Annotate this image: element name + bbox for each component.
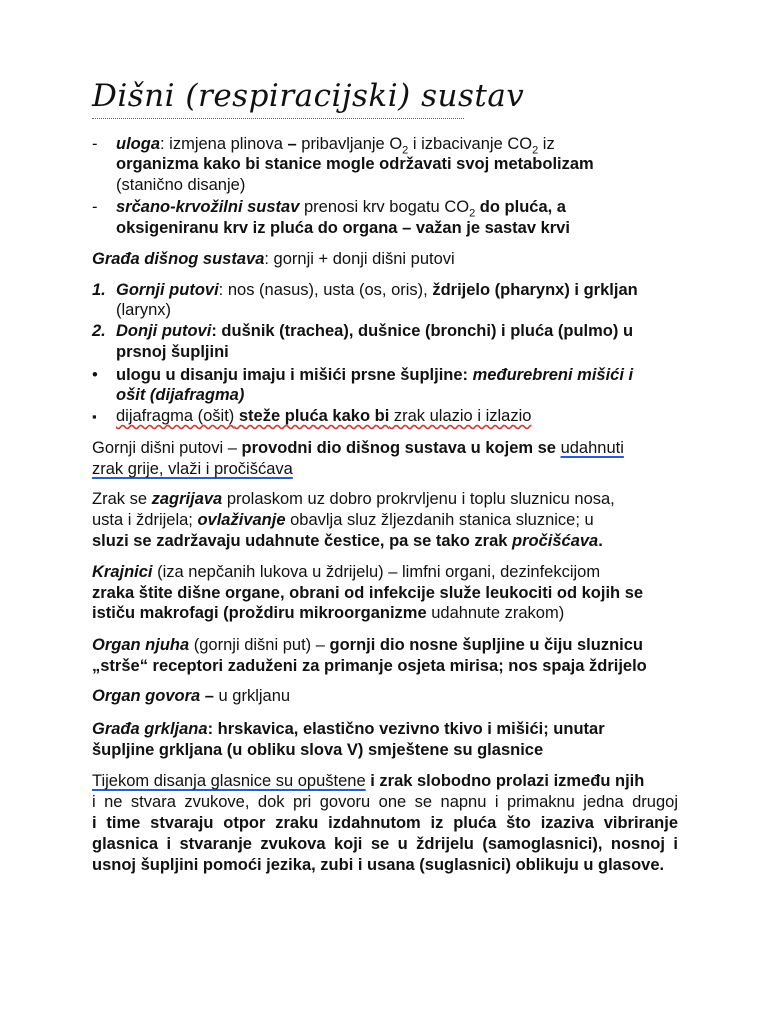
para-krajnici-line3 — [92, 603, 564, 623]
para-grkljan-line1 — [92, 719, 605, 739]
dot-marker: • — [92, 366, 98, 384]
text: obavlja sluz žljezdanih stanica sluznice; u — [285, 511, 594, 529]
term-organ-govora: Organ govora — [92, 687, 201, 705]
text: u grkljanu — [218, 687, 291, 705]
text: : hrskavica, elastično vezivno tkivo i mišići; unutar — [207, 720, 605, 738]
text: udahnute zrakom) — [426, 604, 565, 622]
numbered-item-1-line1 — [116, 280, 638, 300]
text: prolaskom uz dobro prokrvljenu i toplu sluznicu nosa, — [222, 490, 615, 508]
para-zrak-line1 — [92, 489, 615, 509]
para-krajnici-line1 — [92, 562, 600, 582]
term-grada: Građa dišnog sustava — [92, 250, 265, 268]
text: : dušnik (trachea), dušnice (bronchi) i pluća (pulmo) u — [211, 322, 634, 340]
text: iz — [538, 135, 555, 153]
para-gornji-line1 — [92, 438, 624, 458]
para-njuh-line1 — [92, 635, 643, 655]
list-number: 2. — [92, 322, 106, 340]
bullet-misici-line1 — [116, 365, 633, 385]
text: steže pluća kako bi — [234, 407, 390, 425]
para-glasnice-line5: usnoj šupljini pomoći jezika, zubi i usana (suglasnici) oblikuju u glasove. — [92, 856, 665, 874]
term-gornji-putovi: Gornji putovi — [116, 281, 219, 299]
term-uloga: uloga — [116, 135, 160, 153]
text: prenosi krv bogatu CO — [299, 198, 470, 216]
dash-marker: - — [92, 135, 98, 153]
blue-underlined-text: Tijekom disanja glasnice su opuštene — [92, 772, 366, 790]
text: (iza nepčanih lukova u ždrijelu) – — [152, 563, 402, 581]
text: gornji dio nosne šupljine u čiju sluznicu — [329, 636, 644, 654]
para-govor — [92, 686, 290, 706]
title-divider — [92, 118, 464, 119]
text: ulogu u disanju imaju i mišići prsne šupljine: — [116, 366, 473, 384]
text: Gornji dišni putovi – — [92, 439, 242, 457]
subscript: 2 — [532, 144, 539, 157]
bullet-uloga-line3: (stanično disanje) — [116, 176, 246, 194]
term-srcano-krvozilni: srčano-krvožilni sustav — [116, 198, 300, 216]
dash: – — [282, 135, 302, 153]
text: i izbacivanje CO — [408, 135, 533, 153]
numbered-item-2-line2: prsnoj šupljini — [116, 343, 229, 361]
text: i zrak slobodno prolazi između njih — [365, 772, 645, 790]
text: : izmjena plinova — [160, 135, 283, 153]
term-grada-grkljana: Građa grkljana — [92, 720, 208, 738]
text: dijafragma (ošit) — [116, 407, 235, 425]
grada-heading — [92, 249, 455, 269]
text: provodni dio dišnog sustava u kojem se — [241, 439, 561, 457]
blue-underlined-text: udahnuti — [560, 439, 624, 457]
text: usta i ždrijela; — [92, 511, 198, 529]
para-njuh-line2: „strše“ receptori zaduženi za primanje osjeta mirisa; nos spaja ždrijelo — [92, 657, 647, 675]
dash-marker: - — [92, 198, 98, 216]
bullet-uloga-line2: organizma kako bi stanice mogle održavati svoj metabolizam — [116, 155, 594, 173]
numbered-item-2-line1 — [116, 321, 633, 341]
blue-underlined-text: zrak grije, vlaži i pročišćava — [92, 460, 293, 478]
bullet-dijafragma — [116, 406, 531, 426]
text: (gornji dišni put) – — [189, 636, 330, 654]
text: pribavljanje O — [301, 135, 403, 153]
numbered-item-1-line2: (larynx) — [116, 301, 172, 319]
para-glasnice-line3: i time stvaraju otpor zraku izdahnutom iz pluća što izaziva vibriranje — [92, 814, 678, 832]
text: limfni organi, dezinfekcijom — [402, 563, 601, 581]
text: do pluća, a — [475, 198, 566, 216]
text: zrak ulazio i izlazio — [389, 407, 532, 425]
para-glasnice-line1 — [92, 771, 644, 791]
term-organ-njuha: Organ njuha — [92, 636, 190, 654]
list-number: 1. — [92, 281, 106, 299]
red-underlined-text — [116, 407, 531, 425]
text: : gornji + donji dišni putovi — [264, 250, 455, 268]
term-zagrijava: zagrijava — [151, 490, 223, 508]
text: ždrijelo (pharynx) i grkljan — [432, 281, 638, 299]
term-ovlazivanje: ovlaživanje — [197, 511, 286, 529]
para-grkljan-line2: šupljine grkljana (u obliku slova V) smještene su glasnice — [92, 741, 544, 759]
text: sluzi se zadržavaju udahnute čestice, pa se tako zrak — [92, 532, 513, 550]
para-gornji-line2 — [92, 459, 293, 479]
text: . — [598, 532, 603, 550]
para-zrak-line2 — [92, 510, 594, 530]
para-zrak-line3 — [92, 531, 603, 551]
page-title: Dišni (respiracijski) sustav — [92, 78, 525, 114]
term-krajnici: Krajnici — [92, 563, 153, 581]
para-glasnice-line2: i ne stvara zvukove, dok pri govoru one se napnu i primaknu jedna drugoj — [92, 793, 678, 811]
text: ističu makrofagi (proždiru mikroorganizme — [92, 604, 427, 622]
subscript: 2 — [469, 207, 476, 220]
bullet-misici-line2: ošit (dijafragma) — [116, 386, 245, 404]
term-medurebreni: međurebreni mišići i — [472, 366, 634, 384]
term-prociscava: pročišćava — [512, 532, 599, 550]
dash: – — [200, 687, 219, 705]
para-krajnici-line2: zraka štite dišne organe, obrani od infekcije služe leukociti od kojih se — [92, 584, 644, 602]
text: : nos (nasus), usta (os, oris), — [218, 281, 433, 299]
text: Zrak se — [92, 490, 152, 508]
subscript: 2 — [402, 144, 409, 157]
bullet-srcano-line2: oksigeniranu krv iz pluća do organa – važan je sastav krvi — [116, 219, 570, 237]
term-donji-putovi: Donji putovi — [116, 322, 212, 340]
square-marker: ▪ — [92, 409, 97, 424]
para-glasnice-line4: glasnica i stvaranje zvukova koji se u ždrijelu (samoglasnici), nosnoj i — [92, 835, 678, 853]
